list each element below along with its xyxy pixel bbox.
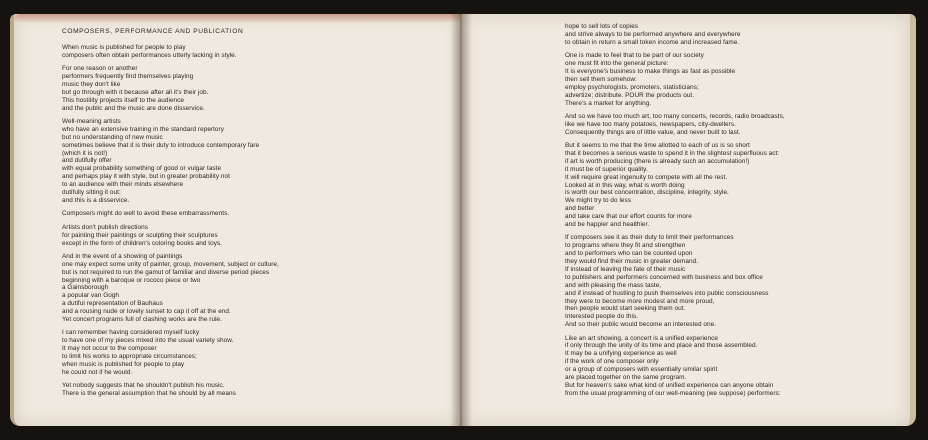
text-line: one may expect some unity of painter, group, movement, subject or culture, bbox=[62, 260, 279, 268]
text-line: composers often obtain performances utterly lacking in style. bbox=[62, 51, 237, 59]
text-line: they would find their music in greater demand. bbox=[565, 258, 699, 266]
text-line: and be happier and healthier. bbox=[565, 220, 650, 228]
text-line: employ psychologists, promoters, statisticians; bbox=[565, 83, 699, 91]
text-line: Yet concert programs full of clashing works are the rule. bbox=[62, 316, 222, 324]
text-line: Yet nobody suggests that he shouldn't publish his music. bbox=[62, 382, 225, 390]
text-line: but go through with it because after all it's their job. bbox=[62, 88, 209, 96]
paragraph bbox=[62, 44, 342, 60]
text-line: music they don't like bbox=[62, 80, 121, 88]
text-line: then sell them somehow: bbox=[565, 75, 637, 83]
paragraph bbox=[62, 329, 342, 376]
text-line: It may be a unifying experience as well bbox=[565, 350, 677, 358]
text-line: and with pleasing the mass taste, bbox=[565, 281, 662, 289]
text-line: and dutifully offer bbox=[62, 157, 112, 165]
text-line: But it seems to me that the time allotted to each of us is so short bbox=[565, 142, 750, 150]
paragraph bbox=[565, 23, 855, 47]
left-page-body bbox=[62, 44, 342, 398]
text-line: and a rousing nude or lovely sunset to cap it off at the end. bbox=[62, 308, 231, 316]
text-line: For one reason or another bbox=[62, 65, 138, 73]
text-line: Artists don't publish directions bbox=[62, 223, 148, 231]
text-line: If instead of leaving the fate of their music bbox=[565, 265, 686, 273]
text-line: or a group of composers with essentially similar spirit bbox=[565, 366, 718, 374]
text-line: to publishers and performers concerned with business and box office bbox=[565, 273, 763, 281]
text-line: then people would start seeking them out. bbox=[565, 305, 686, 313]
paragraph bbox=[62, 253, 342, 324]
text-line: for painting their paintings or sculpting their sculptures bbox=[62, 231, 218, 239]
paragraph bbox=[62, 118, 342, 205]
text-line: with equal probability something of good or vulgar taste bbox=[62, 165, 222, 173]
left-page-text bbox=[62, 28, 342, 398]
paragraph bbox=[565, 113, 855, 137]
text-line: Consequently things are of little value, and never built to last. bbox=[565, 128, 741, 136]
paragraph bbox=[62, 224, 342, 248]
text-line: and better bbox=[565, 205, 595, 213]
text-line: except in the form of children's coloring books and toys. bbox=[62, 239, 223, 247]
text-line: hope to sell lots of copies bbox=[565, 23, 639, 30]
text-line: who have an extensive training in the standard repertory bbox=[62, 125, 224, 133]
text-line: like we have too many potatoes, newspapers, city-dwellers. bbox=[565, 120, 736, 128]
page-edge-strip bbox=[14, 14, 462, 22]
text-line: if the work of one composer only bbox=[565, 358, 659, 366]
text-line: but no understanding of new music bbox=[62, 133, 163, 141]
text-line: sometimes believe that it is their duty to introduce contemporary fare bbox=[62, 141, 260, 149]
text-line: Well-meaning artists bbox=[62, 118, 121, 126]
text-line: and take care that our effort counts for more bbox=[565, 213, 692, 221]
text-line: And so their public would become an interested one. bbox=[565, 321, 717, 329]
text-line: when music is published for people to play bbox=[62, 360, 185, 368]
text-line: if art is worth producing (there is already such an accumulation!) bbox=[565, 157, 750, 165]
text-line: and this is a disservice. bbox=[62, 196, 130, 204]
paragraph bbox=[565, 234, 855, 329]
text-line: and if instead of hustling to push themselves into public consciousness bbox=[565, 289, 769, 297]
paragraph bbox=[565, 52, 855, 107]
text-line: It will require great ingenuity to compete with all the rest. bbox=[565, 173, 728, 181]
text-line: and the public and the music are done disservice. bbox=[62, 104, 205, 112]
text-line: to an audience with their minds elsewhere bbox=[62, 181, 184, 189]
text-line: a dutiful representation of Bauhaus bbox=[62, 300, 163, 308]
right-page-body bbox=[565, 23, 855, 398]
paragraph bbox=[62, 382, 342, 398]
text-line: but is not required to run the gamut of familiar and diverse period pieces bbox=[62, 268, 270, 276]
text-line: I can remember having considered myself lucky bbox=[62, 329, 200, 337]
paragraph bbox=[62, 65, 342, 112]
text-line: is worth our best concentration, discipline, integrity, style. bbox=[565, 189, 729, 197]
text-line: Like an art showing, a concert is a unified experience bbox=[565, 334, 718, 342]
text-line: are placed together on the same program. bbox=[565, 374, 687, 382]
text-line: and to performers who can be counted upon bbox=[565, 250, 693, 258]
text-line: if only through the unity of its time and place and those assembled. bbox=[565, 342, 758, 350]
text-line: they were to become more modest and more proud, bbox=[565, 297, 715, 305]
text-line: it must be of superior quality. bbox=[565, 165, 648, 173]
text-line: a popular van Gogh bbox=[62, 292, 120, 300]
text-line: One is made to feel that to be part of our society bbox=[565, 52, 704, 60]
text-line: This hostility projects itself to the audience bbox=[62, 96, 185, 104]
text-line: And so we have too much art, too many concerts, records, radio broadcasts, bbox=[565, 112, 785, 120]
text-line: that it becomes a serious waste to spend it in the slightest superfluous act: bbox=[565, 149, 780, 157]
text-line: When music is published for people to play bbox=[62, 43, 186, 51]
text-line: a Gainsborough bbox=[62, 284, 109, 292]
text-line: one must fit into the general picture: bbox=[565, 60, 669, 68]
paragraph bbox=[565, 335, 855, 398]
text-line: Looked at in this way, what is worth doing bbox=[565, 181, 685, 189]
text-line: It is everyone's business to make things as fast as possible bbox=[565, 67, 736, 75]
text-line: to limit his works to appropriate circumstances; bbox=[62, 353, 197, 361]
text-line: We might try to do less bbox=[565, 197, 632, 205]
text-line: and perhaps play it with style, but in greater probability not bbox=[62, 173, 230, 181]
text-line: Composers might do well to avoid these embarrassments. bbox=[62, 210, 230, 218]
paragraph bbox=[62, 210, 342, 218]
text-line: and strive always to be performed anywhere and everywhere bbox=[565, 30, 741, 38]
page-heading: COMPOSERS, PERFORMANCE AND PUBLICATION bbox=[62, 28, 244, 35]
text-line: to programs where they fit and strengthen bbox=[565, 242, 686, 250]
text-line: beginning with a baroque or rococo piece or two bbox=[62, 276, 201, 284]
right-page-text bbox=[565, 23, 855, 398]
text-line: to obtain in return a small token income and increased fame. bbox=[565, 38, 740, 46]
text-line: to have one of my pieces mixed into the usual variety show. bbox=[62, 337, 234, 345]
text-line: (which it is not!) bbox=[62, 149, 108, 157]
text-line: If composers see it as their duty to limit their performances bbox=[565, 234, 734, 242]
text-line: Interested people do this. bbox=[565, 313, 639, 321]
text-line: It may not occur to the composer bbox=[62, 345, 157, 353]
text-line: But for heaven's sake what kind of unified experience can anyone obtain bbox=[565, 381, 774, 389]
text-line: dutifully sitting it out; bbox=[62, 189, 121, 197]
text-line: There is the general assumption that he should by all means bbox=[62, 390, 236, 398]
text-line: performers frequently find themselves playing bbox=[62, 73, 194, 81]
paragraph bbox=[565, 142, 855, 229]
book-gutter bbox=[450, 14, 472, 426]
text-line: advertize; distribute. POUR the products out. bbox=[565, 91, 695, 99]
text-line: There's a market for anything. bbox=[565, 99, 652, 107]
text-line: from the usual programming of our well-meaning (we suppose) performers: bbox=[565, 389, 781, 397]
text-line: And in the event of a showing of paintings bbox=[62, 252, 183, 260]
text-line: he could not if he would. bbox=[62, 368, 133, 376]
